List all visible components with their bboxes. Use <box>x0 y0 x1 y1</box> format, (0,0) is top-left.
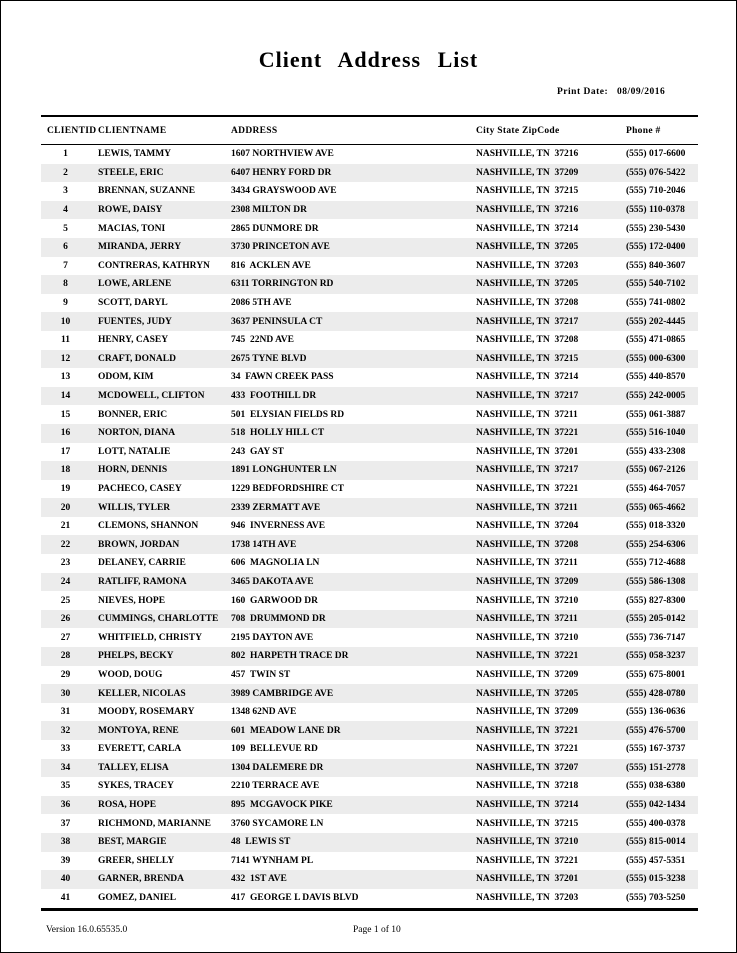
cell-clientname: MACIAS, TONI <box>98 223 166 234</box>
cell-citystatezip: NASHVILLE, TN 37211 <box>476 502 578 513</box>
cell-clientid: 38 <box>60 837 71 848</box>
cell-clientname: LOWE, ARLENE <box>98 279 172 290</box>
table-row <box>41 610 698 629</box>
cell-address: 2339 ZERMATT AVE <box>231 502 321 513</box>
cell-address: 6407 HENRY FORD DR <box>231 167 332 178</box>
cell-clientname: LEWIS, TAMMY <box>98 149 172 160</box>
cell-phone: (555) 476-5700 <box>626 725 686 736</box>
cell-address: 34 FAWN CREEK PASS <box>231 372 334 383</box>
cell-clientid: 25 <box>60 595 71 606</box>
table-row <box>41 498 698 517</box>
table-row <box>41 387 698 406</box>
cell-clientname: CRAFT, DONALD <box>98 353 176 364</box>
print-date-label: Print Date: <box>557 87 609 97</box>
cell-clientid: 9 <box>63 298 68 309</box>
cell-phone: (555) 464-7057 <box>626 483 686 494</box>
cell-clientid: 14 <box>60 391 71 402</box>
cell-phone: (555) 167-3737 <box>626 744 686 755</box>
cell-phone: (555) 067-2126 <box>626 465 686 476</box>
cell-phone: (555) 586-1308 <box>626 576 686 587</box>
cell-address: 2675 TYNE BLVD <box>231 353 307 364</box>
cell-phone: (555) 254-6306 <box>626 539 686 550</box>
cell-clientid: 2 <box>63 167 68 178</box>
cell-address: 1304 DALEMERE DR <box>231 762 324 773</box>
cell-address: 417 GEORGE L DAVIS BLVD <box>231 893 359 904</box>
cell-clientid: 35 <box>60 781 71 792</box>
cell-clientid: 27 <box>60 632 71 643</box>
table-row <box>41 294 698 313</box>
cell-clientname: LOTT, NATALIE <box>98 446 171 457</box>
column-header-phone: Phone # <box>626 125 661 136</box>
cell-clientname: HENRY, CASEY <box>98 335 169 346</box>
cell-citystatezip: NASHVILLE, TN 37216 <box>476 205 579 216</box>
table-row <box>41 443 698 462</box>
cell-citystatezip: NASHVILLE, TN 37203 <box>476 893 579 904</box>
cell-phone: (555) 151-2778 <box>626 762 686 773</box>
cell-address: 432 1ST AVE <box>231 874 287 885</box>
cell-phone: (555) 457-5351 <box>626 855 686 866</box>
table-row <box>41 721 698 740</box>
cell-clientname: SYKES, TRACEY <box>98 781 174 792</box>
cell-citystatezip: NASHVILLE, TN 37204 <box>476 521 579 532</box>
cell-clientid: 16 <box>60 428 71 439</box>
cell-phone: (555) 428-0780 <box>626 688 686 699</box>
cell-clientname: MCDOWELL, CLIFTON <box>98 391 205 402</box>
cell-clientid: 24 <box>60 576 71 587</box>
cell-address: 3637 PENINSULA CT <box>231 316 323 327</box>
cell-clientname: EVERETT, CARLA <box>98 744 182 755</box>
cell-clientid: 6 <box>63 242 68 253</box>
cell-clientid: 19 <box>60 483 71 494</box>
cell-clientname: GARNER, BRENDA <box>98 874 185 885</box>
cell-clientname: FUENTES, JUDY <box>98 316 172 327</box>
cell-clientname: ROWE, DAISY <box>98 205 163 216</box>
cell-clientname: HORN, DENNIS <box>98 465 168 476</box>
cell-phone: (555) 172-0400 <box>626 242 686 253</box>
cell-phone: (555) 703-5250 <box>626 893 686 904</box>
cell-address: 1607 NORTHVIEW AVE <box>231 149 334 160</box>
cell-address: 6311 TORRINGTON RD <box>231 279 334 290</box>
cell-clientname: MOODY, ROSEMARY <box>98 707 195 718</box>
table-row <box>41 703 698 722</box>
table-row <box>41 461 698 480</box>
cell-address: 160 GARWOOD DR <box>231 595 319 606</box>
cell-address: 3465 DAKOTA AVE <box>231 576 314 587</box>
cell-citystatezip: NASHVILLE, TN 37217 <box>476 316 579 327</box>
cell-phone: (555) 433-2308 <box>626 446 686 457</box>
cell-clientid: 33 <box>60 744 71 755</box>
cell-phone: (555) 516-1040 <box>626 428 686 439</box>
cell-citystatezip: NASHVILLE, TN 37221 <box>476 428 579 439</box>
cell-citystatezip: NASHVILLE, TN 37210 <box>476 632 579 643</box>
cell-clientname: MIRANDA, JERRY <box>98 242 182 253</box>
cell-address: 457 TWIN ST <box>231 669 291 680</box>
cell-clientid: 13 <box>60 372 71 383</box>
cell-phone: (555) 815-0014 <box>626 837 686 848</box>
table-row <box>41 852 698 871</box>
cell-clientname: NIEVES, HOPE <box>98 595 166 606</box>
table-row <box>41 554 698 573</box>
table-row <box>41 870 698 889</box>
table-row <box>41 219 698 238</box>
cell-clientid: 30 <box>60 688 71 699</box>
cell-phone: (555) 230-5430 <box>626 223 686 234</box>
cell-citystatezip: NASHVILLE, TN 37201 <box>476 874 579 885</box>
cell-clientid: 34 <box>60 762 71 773</box>
cell-address: 2086 5TH AVE <box>231 298 292 309</box>
table-row <box>41 647 698 666</box>
cell-phone: (555) 017-6600 <box>626 149 686 160</box>
cell-citystatezip: NASHVILLE, TN 37215 <box>476 818 579 829</box>
cell-clientid: 8 <box>63 279 68 290</box>
cell-citystatezip: NASHVILLE, TN 37209 <box>476 167 579 178</box>
cell-citystatezip: NASHVILLE, TN 37205 <box>476 279 579 290</box>
cell-phone: (555) 042-1434 <box>626 800 686 811</box>
cell-citystatezip: NASHVILLE, TN 37210 <box>476 837 579 848</box>
table-row <box>41 535 698 554</box>
cell-clientname: RICHMOND, MARIANNE <box>98 818 211 829</box>
cell-clientid: 32 <box>60 725 71 736</box>
cell-citystatezip: NASHVILLE, TN 37203 <box>476 260 579 271</box>
cell-clientid: 29 <box>60 669 71 680</box>
cell-citystatezip: NASHVILLE, TN 37221 <box>476 651 579 662</box>
cell-citystatezip: NASHVILLE, TN 37211 <box>476 409 578 420</box>
cell-clientname: RATLIFF, RAMONA <box>98 576 187 587</box>
cell-clientid: 18 <box>60 465 71 476</box>
cell-address: 3434 GRAYSWOOD AVE <box>231 186 337 197</box>
cell-clientid: 11 <box>61 335 70 346</box>
cell-clientname: NORTON, DIANA <box>98 428 176 439</box>
cell-citystatezip: NASHVILLE, TN 37214 <box>476 372 579 383</box>
cell-clientid: 41 <box>60 893 71 904</box>
table-row <box>41 666 698 685</box>
cell-clientname: WILLIS, TYLER <box>98 502 171 513</box>
table-header-row <box>41 117 698 144</box>
cell-phone: (555) 400-0378 <box>626 818 686 829</box>
cell-address: 109 BELLEVUE RD <box>231 744 318 755</box>
cell-clientid: 36 <box>60 800 71 811</box>
table-row <box>41 312 698 331</box>
cell-citystatezip: NASHVILLE, TN 37216 <box>476 149 579 160</box>
table-row <box>41 275 698 294</box>
table-bottom-rule <box>41 908 698 911</box>
cell-phone: (555) 242-0005 <box>626 391 686 402</box>
cell-clientid: 37 <box>60 818 71 829</box>
table-row <box>41 145 698 164</box>
cell-clientname: TALLEY, ELISA <box>98 762 169 773</box>
cell-address: 7141 WYNHAM PL <box>231 855 314 866</box>
footer-page-number: Page 1 of 10 <box>353 925 401 935</box>
cell-clientname: ROSA, HOPE <box>98 800 157 811</box>
cell-citystatezip: NASHVILLE, TN 37221 <box>476 855 579 866</box>
table-row <box>41 573 698 592</box>
cell-address: 243 GAY ST <box>231 446 284 457</box>
cell-clientid: 17 <box>60 446 71 457</box>
cell-clientname: GREER, SHELLY <box>98 855 175 866</box>
cell-citystatezip: NASHVILLE, TN 37221 <box>476 725 579 736</box>
cell-clientname: CUMMINGS, CHARLOTTE <box>98 614 219 625</box>
cell-phone: (555) 540-7102 <box>626 279 686 290</box>
cell-clientname: MONTOYA, RENE <box>98 725 179 736</box>
table-row <box>41 591 698 610</box>
cell-citystatezip: NASHVILLE, TN 37214 <box>476 800 579 811</box>
cell-phone: (555) 471-0865 <box>626 335 686 346</box>
cell-clientid: 26 <box>60 614 71 625</box>
cell-clientid: 7 <box>63 260 68 271</box>
cell-clientid: 31 <box>60 707 71 718</box>
cell-citystatezip: NASHVILLE, TN 37209 <box>476 707 579 718</box>
cell-address: 2308 MILTON DR <box>231 205 308 216</box>
cell-clientname: BRENNAN, SUZANNE <box>98 186 196 197</box>
cell-citystatezip: NASHVILLE, TN 37214 <box>476 223 579 234</box>
cell-clientid: 40 <box>60 874 71 885</box>
cell-address: 518 HOLLY HILL CT <box>231 428 325 439</box>
cell-citystatezip: NASHVILLE, TN 37208 <box>476 298 579 309</box>
cell-clientid: 4 <box>63 205 68 216</box>
cell-citystatezip: NASHVILLE, TN 37210 <box>476 595 579 606</box>
cell-clientname: BEST, MARGIE <box>98 837 167 848</box>
cell-address: 1891 LONGHUNTER LN <box>231 465 337 476</box>
cell-clientid: 5 <box>63 223 68 234</box>
column-header-clientid: CLIENTID <box>47 125 97 136</box>
cell-clientname: PACHECO, CASEY <box>98 483 182 494</box>
table-row <box>41 405 698 424</box>
table-row <box>41 759 698 778</box>
cell-citystatezip: NASHVILLE, TN 37205 <box>476 688 579 699</box>
table-body <box>41 145 698 907</box>
cell-phone: (555) 076-5422 <box>626 167 686 178</box>
cell-address: 501 ELYSIAN FIELDS RD <box>231 409 345 420</box>
cell-phone: (555) 440-8570 <box>626 372 686 383</box>
cell-address: 708 DRUMMOND DR <box>231 614 326 625</box>
cell-address: 601 MEADOW LANE DR <box>231 725 341 736</box>
cell-citystatezip: NASHVILLE, TN 37211 <box>476 558 578 569</box>
cell-citystatezip: NASHVILLE, TN 37215 <box>476 186 579 197</box>
cell-citystatezip: NASHVILLE, TN 37217 <box>476 391 579 402</box>
cell-address: 745 22ND AVE <box>231 335 294 346</box>
cell-address: 1229 BEDFORDSHIRE CT <box>231 483 344 494</box>
cell-address: 433 FOOTHILL DR <box>231 391 317 402</box>
cell-citystatezip: NASHVILLE, TN 37221 <box>476 483 579 494</box>
cell-address: 2210 TERRACE AVE <box>231 781 320 792</box>
table-row <box>41 201 698 220</box>
cell-citystatezip: NASHVILLE, TN 37211 <box>476 614 578 625</box>
cell-clientid: 22 <box>60 539 71 550</box>
cell-citystatezip: NASHVILLE, TN 37209 <box>476 576 579 587</box>
cell-citystatezip: NASHVILLE, TN 37205 <box>476 242 579 253</box>
cell-clientid: 15 <box>60 409 71 420</box>
table-row <box>41 684 698 703</box>
cell-phone: (555) 741-0802 <box>626 298 686 309</box>
cell-clientid: 1 <box>63 149 68 160</box>
cell-address: 1738 14TH AVE <box>231 539 297 550</box>
cell-clientid: 28 <box>60 651 71 662</box>
cell-clientname: GOMEZ, DANIEL <box>98 893 177 904</box>
cell-phone: (555) 018-3320 <box>626 521 686 532</box>
cell-clientname: WOOD, DOUG <box>98 669 163 680</box>
footer-version: Version 16.0.65535.0 <box>46 925 128 935</box>
cell-phone: (555) 038-6380 <box>626 781 686 792</box>
cell-phone: (555) 710-2046 <box>626 186 686 197</box>
cell-phone: (555) 712-4688 <box>626 558 686 569</box>
cell-address: 2865 DUNMORE DR <box>231 223 319 234</box>
cell-phone: (555) 065-4662 <box>626 502 686 513</box>
cell-citystatezip: NASHVILLE, TN 37208 <box>476 539 579 550</box>
cell-citystatezip: NASHVILLE, TN 37221 <box>476 744 579 755</box>
table-row <box>41 257 698 276</box>
cell-phone: (555) 136-0636 <box>626 707 686 718</box>
print-date-value: 08/09/2016 <box>617 87 666 97</box>
cell-phone: (555) 736-7147 <box>626 632 686 643</box>
table-row <box>41 740 698 759</box>
table-row <box>41 777 698 796</box>
cell-address: 802 HARPETH TRACE DR <box>231 651 349 662</box>
cell-clientid: 39 <box>60 855 71 866</box>
cell-address: 606 MAGNOLIA LN <box>231 558 320 569</box>
column-header-address: ADDRESS <box>231 125 278 136</box>
cell-address: 946 INVERNESS AVE <box>231 521 326 532</box>
cell-phone: (555) 061-3887 <box>626 409 686 420</box>
cell-clientid: 20 <box>60 502 71 513</box>
cell-clientid: 12 <box>60 353 71 364</box>
table-row <box>41 796 698 815</box>
table-row <box>41 814 698 833</box>
cell-address: 1348 62ND AVE <box>231 707 297 718</box>
cell-clientname: PHELPS, BECKY <box>98 651 174 662</box>
cell-address: 3989 CAMBRIDGE AVE <box>231 688 334 699</box>
cell-phone: (555) 110-0378 <box>626 205 685 216</box>
cell-address: 3730 PRINCETON AVE <box>231 242 330 253</box>
cell-clientid: 21 <box>60 521 71 532</box>
cell-address: 816 ACKLEN AVE <box>231 260 311 271</box>
table-row <box>41 833 698 852</box>
column-header-citystatezip: City State ZipCode <box>476 125 560 136</box>
cell-address: 895 MCGAVOCK PIKE <box>231 800 333 811</box>
cell-phone: (555) 675-8001 <box>626 669 686 680</box>
table-row <box>41 350 698 369</box>
cell-citystatezip: NASHVILLE, TN 37215 <box>476 353 579 364</box>
column-header-clientname: CLIENTNAME <box>98 125 167 136</box>
cell-clientname: KELLER, NICOLAS <box>98 688 186 699</box>
cell-clientname: SCOTT, DARYL <box>98 298 168 309</box>
cell-phone: (555) 000-6300 <box>626 353 686 364</box>
cell-address: 2195 DAYTON AVE <box>231 632 314 643</box>
table-row <box>41 182 698 201</box>
cell-clientname: ODOM, KIM <box>98 372 154 383</box>
table-row <box>41 889 698 908</box>
table-row <box>41 517 698 536</box>
table-row <box>41 164 698 183</box>
cell-citystatezip: NASHVILLE, TN 37201 <box>476 446 579 457</box>
cell-clientname: STEELE, ERIC <box>98 167 164 178</box>
table-row <box>41 424 698 443</box>
cell-clientid: 3 <box>63 186 68 197</box>
cell-clientname: DELANEY, CARRIE <box>98 558 186 569</box>
cell-phone: (555) 015-3238 <box>626 874 686 885</box>
table-row <box>41 238 698 257</box>
cell-phone: (555) 202-4445 <box>626 316 686 327</box>
table-row <box>41 368 698 387</box>
cell-clientname: BROWN, JORDAN <box>98 539 180 550</box>
cell-citystatezip: NASHVILLE, TN 37208 <box>476 335 579 346</box>
cell-clientid: 23 <box>60 558 71 569</box>
cell-clientname: WHITFIELD, CHRISTY <box>98 632 202 643</box>
cell-citystatezip: NASHVILLE, TN 37207 <box>476 762 579 773</box>
cell-citystatezip: NASHVILLE, TN 37218 <box>476 781 579 792</box>
table-row <box>41 331 698 350</box>
cell-address: 48 LEWIS ST <box>231 837 291 848</box>
cell-clientname: CONTRERAS, KATHRYN <box>98 260 210 271</box>
cell-phone: (555) 058-3237 <box>626 651 686 662</box>
table-row <box>41 628 698 647</box>
cell-phone: (555) 827-8300 <box>626 595 686 606</box>
page-title: Client Address List <box>258 47 479 72</box>
cell-phone: (555) 205-0142 <box>626 614 686 625</box>
cell-clientid: 10 <box>60 316 71 327</box>
cell-clientname: CLEMONS, SHANNON <box>98 521 199 532</box>
cell-citystatezip: NASHVILLE, TN 37209 <box>476 669 579 680</box>
cell-clientname: BONNER, ERIC <box>98 409 168 420</box>
cell-address: 3760 SYCAMORE LN <box>231 818 324 829</box>
cell-citystatezip: NASHVILLE, TN 37217 <box>476 465 579 476</box>
table-row <box>41 480 698 499</box>
cell-phone: (555) 840-3607 <box>626 260 686 271</box>
